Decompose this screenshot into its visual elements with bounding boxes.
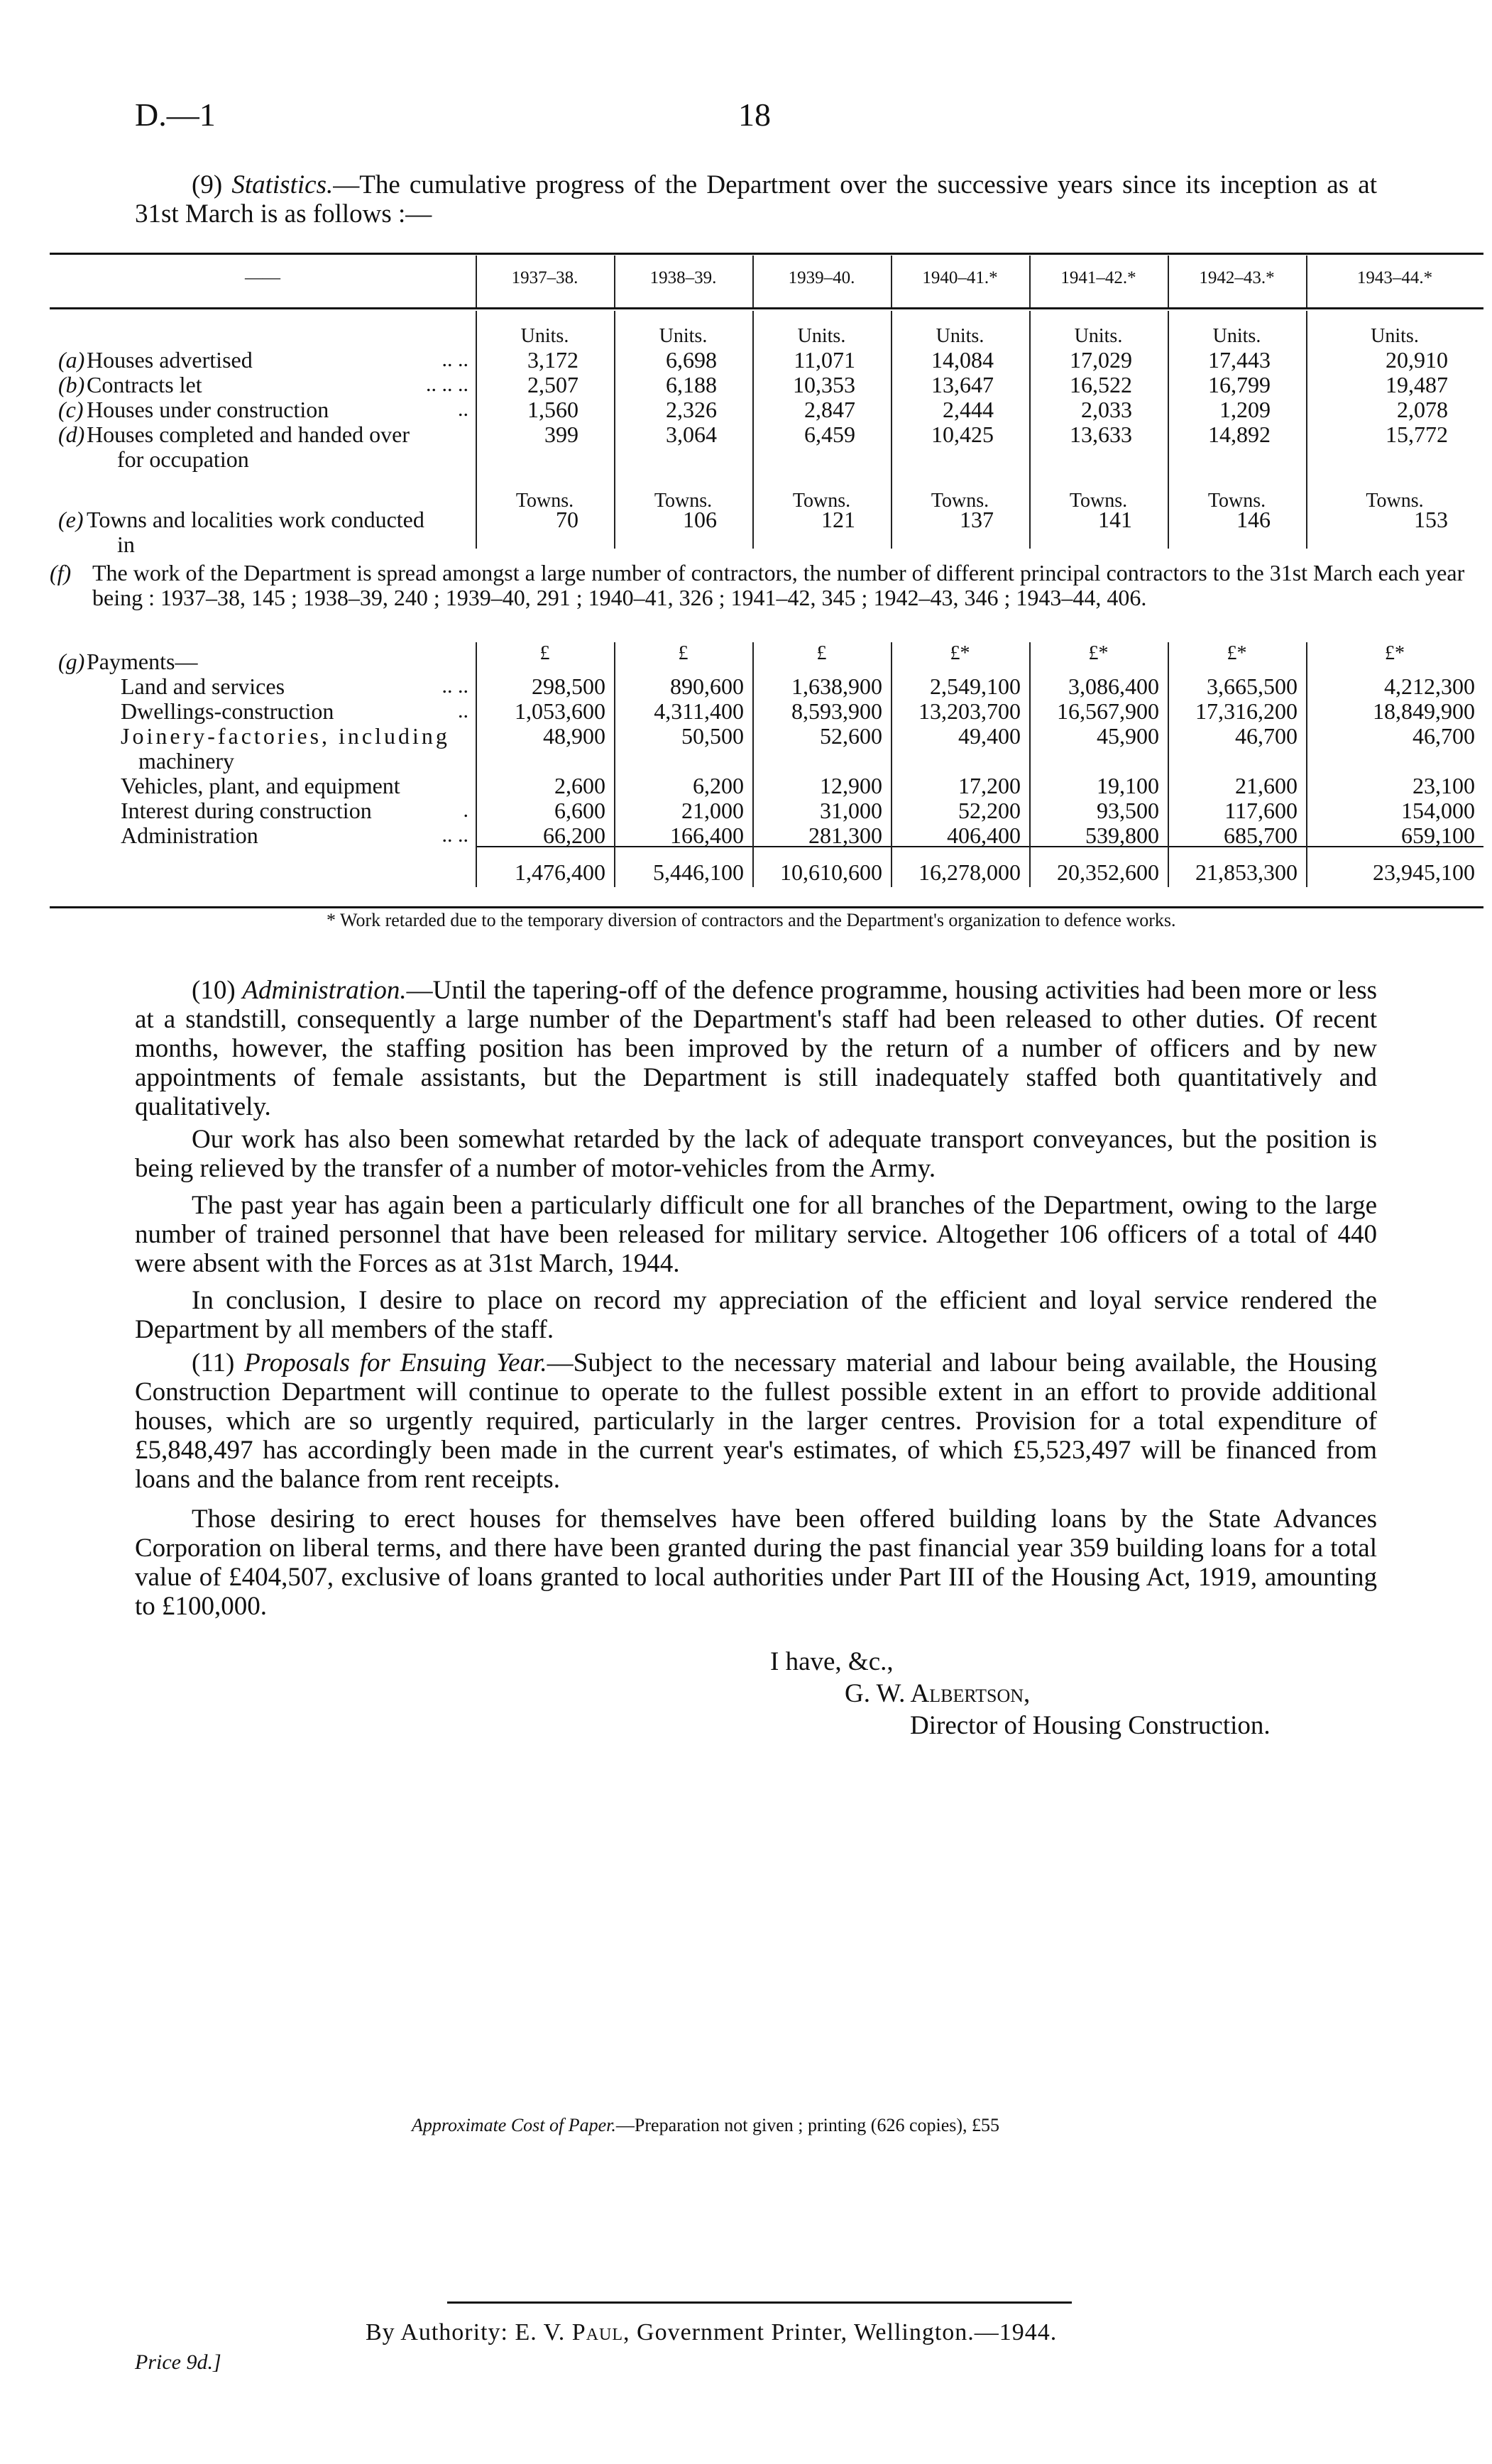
payment-cell: 890,600 (670, 673, 744, 699)
column-divider (891, 255, 892, 307)
payment-cell: 6,600 (554, 798, 605, 823)
table-cell: 10,353 (793, 372, 855, 397)
payment-cell: 298,500 (532, 673, 605, 699)
printer-name: E. V. Paul, (515, 2319, 630, 2345)
column-divider (1306, 255, 1307, 307)
payment-cell: 19,100 (1097, 773, 1159, 798)
payment-cell: 685,700 (1224, 823, 1298, 848)
table-cell: 2,078 (1397, 397, 1448, 422)
table-cell: 16,522 (1070, 372, 1132, 397)
column-divider (614, 255, 615, 307)
table-cell: 10,425 (931, 422, 994, 447)
section-number: (9) (192, 170, 223, 199)
payment-cell: 117,600 (1224, 798, 1298, 823)
payment-cell: 154,000 (1401, 798, 1475, 823)
table-cell: 13,633 (1070, 422, 1132, 447)
row-label: Houses under construction (87, 397, 329, 422)
section-title: Proposals for Ensuing Year. (244, 1348, 547, 1377)
row-key: (a) (58, 347, 85, 373)
payment-cell: 1,053,600 (515, 698, 605, 724)
cost-label: Approximate Cost of Paper. (412, 2115, 616, 2135)
row-key: (e) (58, 507, 84, 532)
table-cell: 3,172 (527, 347, 578, 373)
section-10-para-3 (135, 1191, 1377, 1278)
table-cell: 153 (1414, 507, 1448, 532)
cost-text: —Preparation not given ; printing (626 copies), £55 (615, 2115, 1000, 2135)
payment-cell: 52,200 (958, 798, 1021, 823)
section-10-para-1 (135, 976, 1377, 1121)
leader-dots: .. .. (441, 823, 468, 847)
currency-label: £ (816, 642, 827, 664)
table-cell: 13,647 (931, 372, 994, 397)
column-divider (752, 255, 754, 307)
cost-of-paper (412, 2115, 999, 2136)
table-cell: 14,892 (1208, 422, 1271, 447)
units-label: Units. (1212, 325, 1261, 347)
total-cell: 23,945,100 (1373, 859, 1475, 885)
payment-cell: 1,638,900 (791, 673, 882, 699)
row-key: (d) (58, 422, 85, 447)
table-cell: 17,029 (1070, 347, 1132, 373)
towns-label: Towns. (515, 490, 574, 512)
column-divider (476, 255, 477, 307)
total-cell: 16,278,000 (918, 859, 1021, 885)
signature-name: G. W. Albertson, (845, 1679, 1031, 1708)
note-text: The work of the Department is spread amongst a large number of contractors, the number of different principal contractors to the 31st March each year being : 1937–38, 145 ; 1938–39, 240 ; 1939–40, 291 ; 1940–41, 326 ; 1941–42, 345 ; 1942–43, 346 ; 1943–44, 406. (92, 560, 1465, 610)
payment-cell: 3,665,500 (1207, 673, 1298, 699)
payment-label: Joinery-factories, including (121, 723, 450, 749)
table-cell: 2,444 (943, 397, 994, 422)
leader-dots: . (463, 798, 468, 822)
authority-prefix: By Authority: (366, 2319, 508, 2345)
table-cell: 2,326 (666, 397, 717, 422)
signature-title: Director of Housing Construction. (910, 1711, 1271, 1740)
leader-dots: .. .. (441, 348, 468, 371)
table-cell: 1,209 (1219, 397, 1271, 422)
column-header-year: 1941–42.* (1060, 268, 1136, 287)
table-cell: 399 (544, 422, 578, 447)
section-10-para-4 (135, 1286, 1377, 1344)
payment-cell: 48,900 (543, 723, 605, 749)
table-cell: 20,910 (1386, 347, 1448, 373)
towns-label: Towns. (1207, 490, 1266, 512)
table-footnote: * Work retarded due to the temporary diversion of contractors and the Department's organization to defence works. (327, 910, 1176, 930)
units-label: Units. (1371, 325, 1419, 347)
row-key: (b) (58, 372, 85, 397)
payment-cell: 23,100 (1413, 773, 1475, 798)
table-cell: 2,033 (1081, 397, 1132, 422)
total-cell: 1,476,400 (515, 859, 605, 885)
row-label: Houses completed and handed over (87, 422, 410, 447)
section-title: Statistics. (231, 170, 334, 199)
payment-cell: 18,849,900 (1373, 698, 1475, 724)
table-cell: 15,772 (1386, 422, 1448, 447)
column-header-year: 1939–40. (788, 268, 855, 287)
table-cell: 1,560 (527, 397, 578, 422)
column-divider (1029, 255, 1031, 307)
payment-label: Vehicles, plant, and equipment (121, 773, 400, 798)
towns-label: Towns. (654, 490, 713, 512)
table-cell: 14,084 (931, 347, 994, 373)
column-header-year: 1937–38. (511, 268, 578, 287)
paragraph-text: Our work has also been somewhat retarded by the lack of adequate transport conveyances, but the position is being relieved by the transfer of a number of motor-vehicles from the Army. (135, 1125, 1377, 1183)
table-cell: 17,443 (1208, 347, 1271, 373)
table-cell: 70 (556, 507, 578, 532)
column-divider (1168, 255, 1169, 307)
total-cell: 21,853,300 (1195, 859, 1298, 885)
payment-cell: 66,200 (543, 823, 605, 848)
payment-cell: 93,500 (1097, 798, 1159, 823)
column-header-year: 1940–41.* (922, 268, 998, 287)
column-header-corner: —— (245, 268, 280, 287)
currency-label: £* (1227, 642, 1247, 664)
currency-label: £* (1088, 642, 1109, 664)
leader-dots: .. (458, 397, 468, 421)
authority-suffix: Government Printer, Wellington.—1944. (637, 2319, 1058, 2345)
table-cell: 16,799 (1208, 372, 1271, 397)
table-cell: 106 (683, 507, 717, 532)
table-cell: 2,847 (804, 397, 855, 422)
towns-label: Towns. (931, 490, 989, 512)
towns-label: Towns. (1069, 490, 1128, 512)
section-11-para-1 (135, 1348, 1377, 1494)
payment-cell: 50,500 (681, 723, 744, 749)
payment-cell: 4,311,400 (654, 698, 744, 724)
page-number: 18 (738, 97, 771, 133)
table-cell: 19,487 (1386, 372, 1448, 397)
payment-cell: 16,567,900 (1057, 698, 1159, 724)
row-key: (c) (58, 397, 84, 422)
payment-cell: 2,600 (554, 773, 605, 798)
footer-rule (447, 2301, 1072, 2304)
total-cell: 20,352,600 (1057, 859, 1159, 885)
payment-cell: 406,400 (947, 823, 1021, 848)
units-label: Units. (797, 325, 846, 347)
paragraph-text: —Until the tapering-off of the defence programme, housing activities had been more or less at a standstill, consequently a large number of the Department's staff had been released to other duties. Of recent months, however, the staffing position has been improved by the return of a number of officers and by new appointments of female assistants, but the Department is still inadequately staffed both quantitatively and qualitatively. (135, 976, 1377, 1121)
units-label: Units. (520, 325, 569, 347)
section-9-intro (135, 170, 1377, 229)
payment-cell: 12,900 (820, 773, 882, 798)
payment-cell: 52,600 (820, 723, 882, 749)
payment-cell: 45,900 (1097, 723, 1159, 749)
row-label: Payments— (87, 649, 198, 674)
table-cell: 6,698 (666, 347, 717, 373)
currency-label: £ (539, 642, 550, 664)
table-cell: 3,064 (666, 422, 717, 447)
table-cell: 121 (821, 507, 855, 532)
units-label: Units. (1074, 325, 1123, 347)
payment-cell: 2,549,100 (930, 673, 1021, 699)
row-label-continued: in (117, 532, 135, 557)
payment-cell: 49,400 (958, 723, 1021, 749)
payment-cell: 46,700 (1413, 723, 1475, 749)
section-text: —The cumulative progress of the Department over the successive years since its inception as at 31st March is as follows :— (135, 170, 1378, 229)
currency-label: £ (678, 642, 689, 664)
document-reference: D.—1 (135, 97, 216, 133)
table-cell: 137 (960, 507, 994, 532)
payment-label: Administration (121, 823, 258, 848)
row-label-continued: for occupation (117, 446, 249, 472)
section-10-para-2 (135, 1125, 1377, 1183)
row-label: Houses advertised (87, 347, 253, 373)
payment-cell: 3,086,400 (1068, 673, 1159, 699)
payment-cell: 4,212,300 (1384, 673, 1475, 699)
paragraph-text: The past year has again been a particularly difficult one for all branches of the Department, owing to the large number of trained personnel that have been released for military service. Altogether 106 officers of a total of 440 were absent with the Forces as at 31st March, 1944. (135, 1191, 1377, 1278)
table-top-rule (50, 253, 1483, 255)
table-cell: 11,071 (794, 347, 855, 373)
column-header-year: 1943–44.* (1356, 268, 1433, 287)
total-cell: 10,610,600 (780, 859, 882, 885)
payment-label-continued: machinery (138, 748, 235, 774)
section-number: (10) (192, 976, 236, 1005)
table-cell: 146 (1236, 507, 1271, 532)
units-label: Units. (936, 325, 984, 347)
note-key: (f) (50, 560, 72, 585)
payment-cell: 21,600 (1235, 773, 1298, 798)
row-label: Towns and localities work conducted (87, 507, 424, 532)
leader-dots: .. (458, 699, 468, 722)
payment-cell: 17,200 (958, 773, 1021, 798)
payment-cell: 6,200 (693, 773, 744, 798)
section-title: Administration. (242, 976, 407, 1005)
table-cell: 2,507 (527, 372, 578, 397)
payment-cell: 21,000 (681, 798, 744, 823)
table-cell: 6,459 (804, 422, 855, 447)
payment-label: Land and services (121, 673, 285, 699)
paragraph-text: —Subject to the necessary material and labour being available, the Housing Construction Department will continue to operate to the fullest possible extent in an effort to provide additional houses, which are so urgently required, particularly in the larger centres. Provision for a total expenditure of £5,848,497 has accordingly been made in the current year's estimates, of which £5,523,497 will be financed from loans and the balance from rent receipts. (135, 1348, 1377, 1494)
payment-label: Interest during construction (121, 798, 372, 823)
total-cell: 5,446,100 (653, 859, 744, 885)
table-header-rule (50, 307, 1483, 309)
paragraph-text: In conclusion, I desire to place on record my appreciation of the efficient and loyal service rendered the Department by all members of the staff. (135, 1286, 1377, 1344)
row-label: Contracts let (87, 372, 202, 397)
currency-label: £* (1385, 642, 1405, 664)
column-header-year: 1938–39. (649, 268, 717, 287)
section-number: (11) (192, 1348, 235, 1377)
column-header-year: 1942–43.* (1199, 268, 1275, 287)
leader-dots: .. .. .. (426, 373, 468, 396)
table-cell: 141 (1098, 507, 1132, 532)
payment-cell: 13,203,700 (918, 698, 1021, 724)
contractors-note (50, 561, 1492, 610)
section-11-para-2 (135, 1505, 1377, 1621)
payment-cell: 166,400 (670, 823, 744, 848)
payment-label: Dwellings-construction (121, 698, 334, 724)
payment-cell: 31,000 (820, 798, 882, 823)
payment-cell: 46,700 (1235, 723, 1298, 749)
table-cell: 6,188 (666, 372, 717, 397)
payment-cell: 659,100 (1401, 823, 1475, 848)
payment-cell: 539,800 (1085, 823, 1159, 848)
signature-closing: I have, &c., (770, 1647, 894, 1676)
paragraph-text: Those desiring to erect houses for themselves have been offered building loans by the State Advances Corporation on liberal terms, and there have been granted during the past financial year 359 building loans for a total value of £404,507, exclusive of loans granted to local authorities under Part III of the Housing Act, 1919, amounting to £100,000. (135, 1505, 1377, 1621)
payment-cell: 281,300 (808, 823, 882, 848)
towns-label: Towns. (792, 490, 851, 512)
leader-dots: .. .. (441, 674, 468, 698)
currency-label: £* (950, 642, 970, 664)
payment-cell: 17,316,200 (1195, 698, 1298, 724)
units-label: Units. (659, 325, 708, 347)
printer-authority (366, 2319, 1057, 2346)
price: Price 9d.] (135, 2350, 221, 2374)
row-key: (g) (58, 649, 85, 674)
table-bottom-rule (50, 906, 1483, 908)
towns-label: Towns. (1366, 490, 1424, 512)
payment-cell: 8,593,900 (791, 698, 882, 724)
